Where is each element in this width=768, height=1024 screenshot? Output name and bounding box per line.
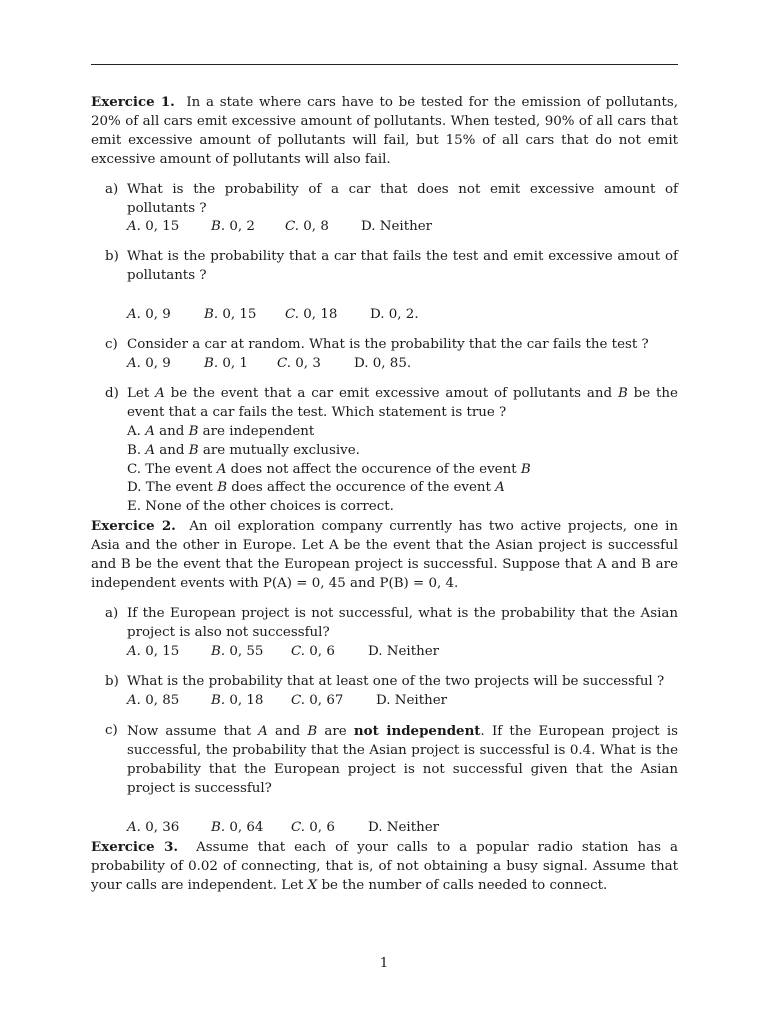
ex1-question-a <box>105 181 678 238</box>
ex2-question-a-options <box>127 643 678 662</box>
choice-var: A <box>145 423 155 439</box>
ex1-question-b-label: b) <box>105 249 119 265</box>
ex1-question-b-options <box>127 306 678 325</box>
exercise-2-text: An oil exploration company currently has two active projects, one in Asia and the other in Europe. Let A be the event that the Asian project is successful and B be the event that the European project is successful. Suppose that A and B are independent events with P(A) = 0, 45 and P(B) = 0, 4. <box>91 519 678 591</box>
ex1-d-text-part: be the event that a car fails the test. Which statement is true ? <box>127 385 678 420</box>
ex1-question-a-text: What is the probability of a car that does not emit excessive amount of pollutants ? <box>127 181 678 216</box>
ex2-a-option-a: A. 0, 15 <box>127 643 180 659</box>
ex2-c-text-part: are <box>317 724 354 740</box>
var-b: B <box>617 385 628 401</box>
var-a: A <box>258 724 268 740</box>
ex1-question-a-options <box>127 218 678 237</box>
ex2-a-option-b: B. 0, 55 <box>211 643 264 659</box>
ex1-c-option-c: C. 0, 3 <box>277 355 321 371</box>
ex2-question-a-label: a) <box>105 605 119 621</box>
var-b: B <box>307 724 318 740</box>
ex2-question-c-label: c) <box>105 723 118 739</box>
ex1-d-choice-a <box>127 423 678 442</box>
ex1-c-option-b: B. 0, 1 <box>204 355 248 371</box>
ex1-c-option-a: A. 0, 9 <box>127 355 171 371</box>
choice-text: does affect the occurence of the event <box>227 480 496 496</box>
choice-text: and <box>155 442 189 458</box>
choice-text: are independent <box>198 423 315 439</box>
ex2-question-c-text <box>127 722 678 799</box>
ex2-a-option-c: C. 0, 6 <box>291 643 335 659</box>
ex2-c-option-d: D. Neither <box>368 820 440 835</box>
ex2-b-option-a: A. 0, 85 <box>127 693 180 709</box>
ex2-b-option-b: B. 0, 18 <box>211 693 264 709</box>
exercise-3 <box>91 838 678 896</box>
exercise-1-title: Exercice 1. <box>91 94 175 110</box>
ex2-question-a <box>105 605 678 662</box>
exercise-1 <box>91 93 678 170</box>
ex2-b-option-c: C. 0, 67 <box>291 693 344 709</box>
choice-text: C. The event <box>127 461 217 477</box>
ex1-a-option-b: B. 0, 2 <box>211 219 255 235</box>
ex1-question-b <box>105 248 678 325</box>
ex1-b-option-d: D. 0, 2. <box>370 307 419 323</box>
ex2-c-option-b: B. 0, 64 <box>211 820 264 835</box>
ex2-c-text-part: Now assume that <box>127 724 259 740</box>
not-independent-emphasis: not independent <box>353 723 481 740</box>
var-x: X <box>307 877 318 893</box>
exercise-3-text-end: be the number of calls needed to connect. <box>317 877 608 893</box>
exercise-2 <box>91 517 678 594</box>
ex1-c-option-d: D. 0, 85. <box>354 355 412 371</box>
choice-text: A. <box>127 423 146 439</box>
page-content <box>91 93 678 896</box>
choice-text: does not affect the occurence of the event <box>226 461 521 477</box>
ex1-question-c-options <box>127 355 678 374</box>
ex1-a-option-a: A. 0, 15 <box>127 219 180 235</box>
exercise-3-text: Assume that each of your calls to a popular radio station has a probability of 0.02 of connecting, that is, of not obtaining a busy signal. Assume that your calls are independent. Let <box>91 839 678 893</box>
ex2-question-a-text: If the European project is not successful, what is the probability that the Asian project is also not successful? <box>127 605 678 640</box>
ex2-c-option-a: A. 0, 36 <box>127 820 180 835</box>
ex1-b-option-a: A. 0, 9 <box>127 307 171 323</box>
ex1-a-option-d: D. Neither <box>361 219 433 235</box>
ex1-d-choice-d <box>127 479 678 498</box>
ex1-question-c <box>105 336 678 374</box>
ex2-a-option-d: D. Neither <box>368 643 440 659</box>
ex2-question-b-options <box>127 692 678 711</box>
exercise-3-title: Exercice 3. <box>91 838 179 855</box>
ex2-question-c-options <box>127 819 678 838</box>
page-number: 1 <box>379 956 389 971</box>
ex1-question-d-text <box>127 385 678 423</box>
choice-var: A <box>145 442 156 458</box>
choice-text: D. The event <box>127 480 218 496</box>
choice-var: B <box>520 461 531 477</box>
choice-text: are mutually exclusive. <box>198 442 360 458</box>
choice-var: A <box>495 480 505 496</box>
choice-var: B <box>188 442 199 458</box>
ex1-question-c-label: c) <box>105 337 118 353</box>
choice-var: B <box>188 423 199 439</box>
ex2-question-b-label: b) <box>105 673 119 689</box>
ex1-d-text-part: be the event that a car emit excessive amout of pollutants and <box>164 385 618 401</box>
exercise-2-title: Exercice 2. <box>91 518 176 535</box>
ex1-question-a-label: a) <box>105 181 119 197</box>
ex1-d-text-part: Let <box>127 385 156 401</box>
ex1-question-c-text: Consider a car at random. What is the probability that the car fails the test ? <box>127 337 649 353</box>
choice-text: and <box>154 423 189 439</box>
ex1-question-d-label: d) <box>105 385 119 401</box>
var-a: A <box>155 385 165 401</box>
ex2-c-text-part: . If the European project is successful, the probability that the Asian project is successful is 0.4. What is the probability that the European project is not successful given that the Asian project is successful? <box>127 724 678 797</box>
ex2-question-b <box>105 673 678 712</box>
choice-var: B <box>217 480 228 496</box>
ex1-d-choice-c <box>127 461 678 480</box>
ex1-question-b-text: What is the probability that a car that fails the test and emit excessive amout of pollutants ? <box>127 249 678 284</box>
ex1-question-d <box>105 385 678 517</box>
exercise-1-text: In a state where cars have to be tested for the emission of pollutants, 20% of all cars emit excessive amount of pollutants. When tested, 90% of all cars that emit excessive amount of pollutants will fail, but 15% of all cars that do not emit excessive amount of pollutants will also fail. <box>91 95 678 167</box>
ex2-c-text-part: and <box>267 724 308 740</box>
ex1-b-option-c: C. 0, 18 <box>285 307 338 323</box>
ex1-d-choice-e: E. None of the other choices is correct. <box>127 499 394 515</box>
choice-var: A <box>216 461 227 477</box>
ex1-d-choice-b <box>127 442 678 461</box>
ex2-question-b-text: What is the probability that at least one of the two projects will be successful ? <box>127 673 665 689</box>
ex2-c-option-c: C. 0, 6 <box>291 820 335 835</box>
ex1-a-option-c: C. 0, 8 <box>285 219 329 235</box>
ex2-b-option-d: D. Neither <box>376 693 448 709</box>
top-rule <box>91 64 678 65</box>
ex1-b-option-b: B. 0, 15 <box>204 307 257 323</box>
ex2-question-c <box>105 722 678 838</box>
choice-text: B. <box>127 442 146 458</box>
